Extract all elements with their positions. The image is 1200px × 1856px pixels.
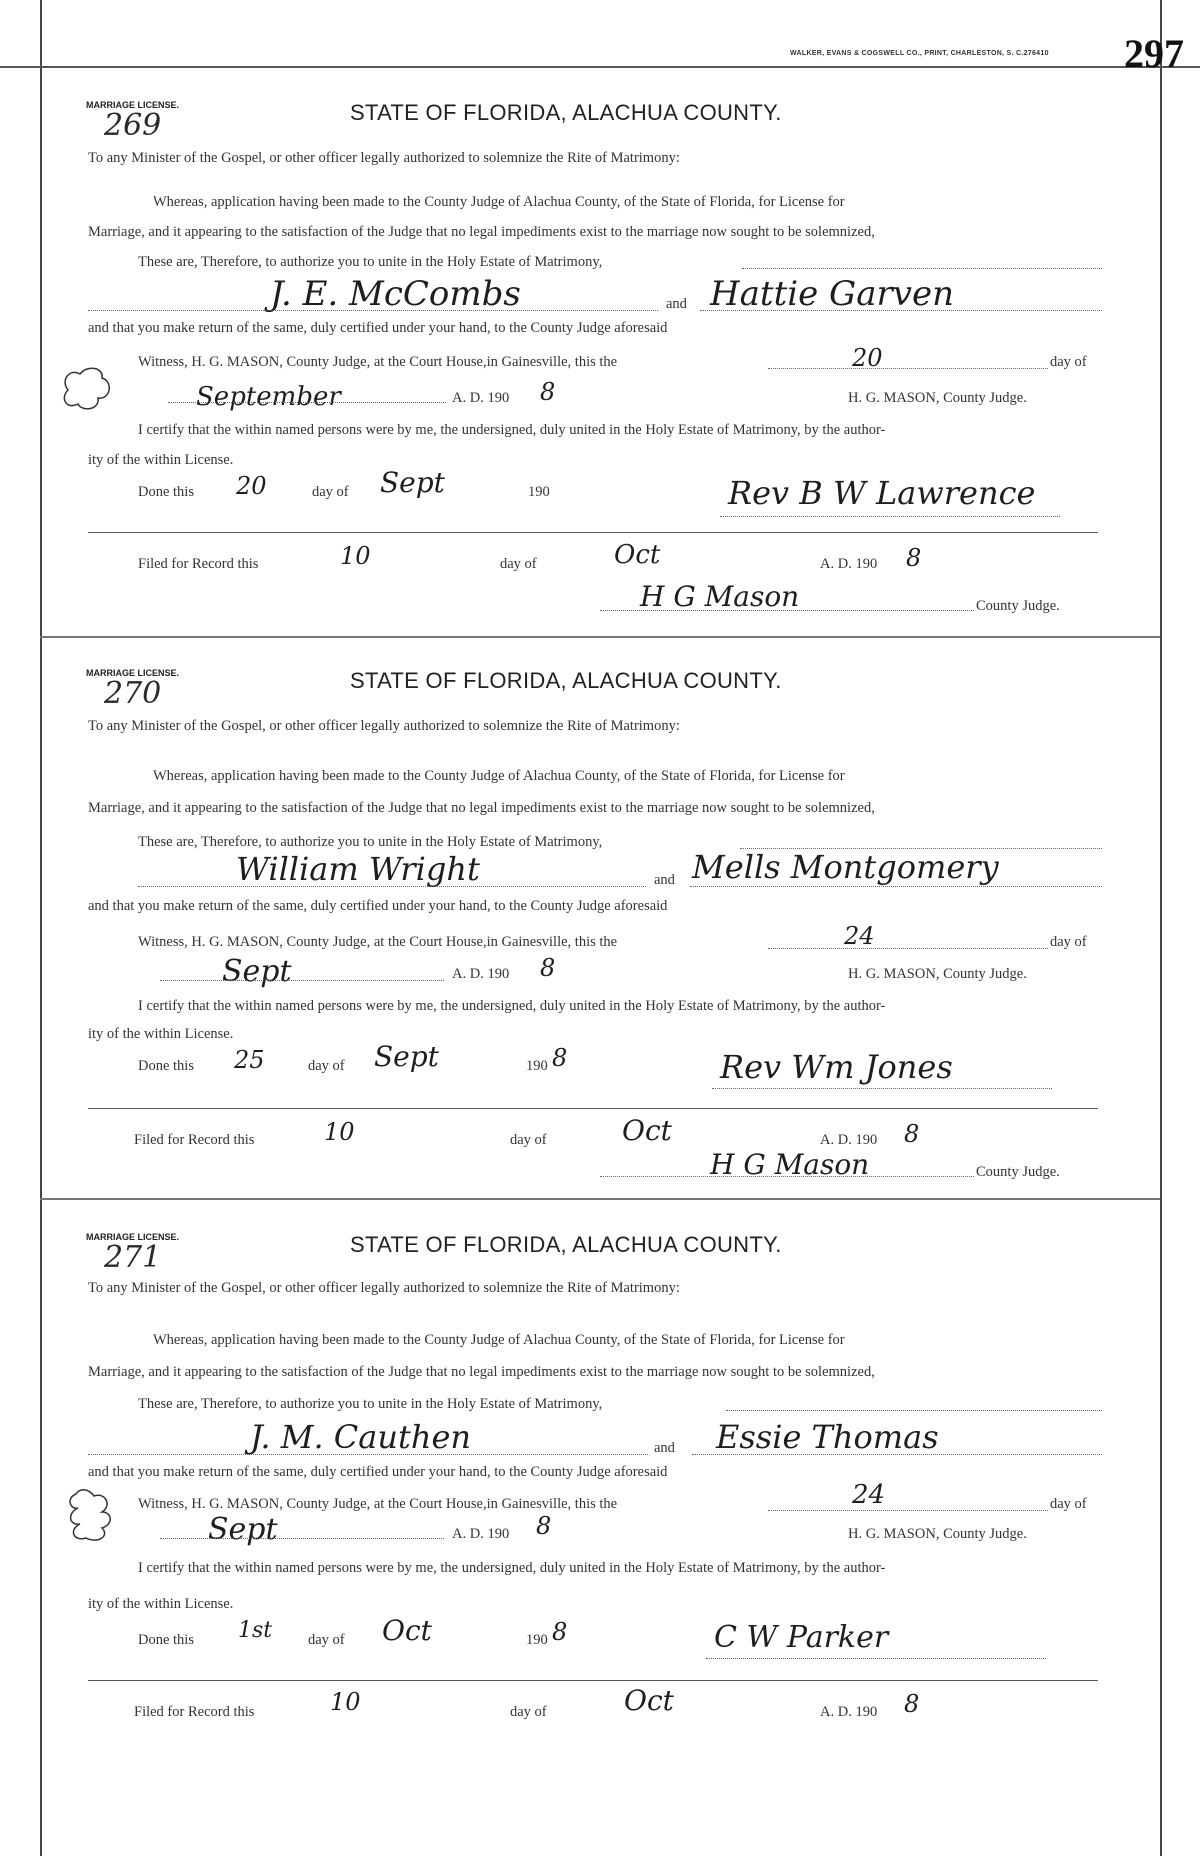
witness-month: Sept — [222, 954, 292, 989]
done-day-of: day of — [308, 1632, 345, 1648]
license-separator — [40, 636, 1160, 638]
done-month: Sept — [374, 1040, 439, 1073]
witness-day-of: day of — [1050, 354, 1087, 370]
these-are-line: These are, Therefore, to authorize you to unite in the Holy Estate of Matrimony, — [138, 1396, 603, 1412]
filed-label: Filed for Record this — [134, 1132, 255, 1148]
county-judge-rule — [600, 610, 974, 611]
license-separator — [40, 1198, 1160, 1200]
groom-rule — [138, 886, 646, 887]
witness-day: 24 — [844, 922, 875, 950]
blank-rule — [742, 268, 1102, 269]
groom-name: William Wright — [236, 850, 480, 888]
witness-day: 24 — [852, 1480, 886, 1510]
whereas-line-2: Marriage, and it appearing to the satisfaction of the Judge that no legal impediments exist to the marriage now sought to be solemnized, — [88, 1364, 875, 1380]
groom-rule — [88, 1454, 648, 1455]
done-day: 1st — [238, 1618, 273, 1643]
whereas-line-1: Whereas, application having been made to the County Judge of Alachua County, of the State of Florida, for License for — [153, 194, 845, 210]
officiant-rule — [712, 1088, 1052, 1089]
witness-day-rule — [768, 948, 1048, 949]
witness-line: Witness, H. G. MASON, County Judge, at the Court House,in Gainesville, this the — [138, 1496, 618, 1512]
printer-imprint: WALKER, EVANS & COGSWELL CO., PRINT, CHARLESTON, S. C.276410 — [790, 50, 1049, 57]
certify-line-2: ity of the within License. — [88, 452, 234, 468]
filed-year: 8 — [904, 1120, 920, 1148]
judge-printed-name: H. G. MASON, County Judge. — [848, 390, 1027, 406]
whereas-line-2: Marriage, and it appearing to the satisfaction of the Judge that no legal impediments exist to the marriage now sought to be solemnized, — [88, 800, 875, 816]
bride-name: Essie Thomas — [716, 1418, 939, 1456]
ad-label: A. D. 190 — [452, 966, 510, 982]
done-year-prefix: 190 — [528, 484, 550, 500]
return-line: and that you make return of the same, duly certified under your hand, to the County Judge aforesaid — [88, 1464, 668, 1480]
and-label: and — [654, 872, 675, 888]
license-label: MARRIAGE LICENSE. — [86, 1232, 180, 1242]
done-this-label: Done this — [138, 484, 194, 500]
witness-month-rule — [160, 1538, 444, 1539]
address-line: To any Minister of the Gospel, or other officer legally authorized to solemnize the Rite of Matrimony: — [88, 718, 680, 734]
license-heading: STATE OF FLORIDA, ALACHUA COUNTY. — [350, 668, 782, 693]
groom-rule — [88, 310, 658, 311]
done-month: Sept — [380, 466, 445, 499]
judge-printed-name: H. G. MASON, County Judge. — [848, 1526, 1027, 1542]
witness-day-rule — [768, 368, 1048, 369]
license-heading: STATE OF FLORIDA, ALACHUA COUNTY. — [350, 1232, 782, 1257]
officiant-rule — [706, 1658, 1046, 1659]
filed-ad-label: A. D. 190 — [820, 1704, 878, 1720]
license-number: 271 — [104, 1240, 162, 1275]
certify-line-1: I certify that the within named persons were by me, the undersigned, duly united in the Holy Estate of Matrimony, by the author- — [138, 1560, 886, 1576]
witness-day: 20 — [852, 344, 883, 372]
done-day: 25 — [234, 1046, 265, 1074]
county-judge-label: County Judge. — [976, 1164, 1060, 1180]
whereas-line-1: Whereas, application having been made to the County Judge of Alachua County, of the State of Florida, for License for — [153, 1332, 845, 1348]
certify-line-1: I certify that the within named persons were by me, the undersigned, duly united in the Holy Estate of Matrimony, by the author- — [138, 422, 886, 438]
right-margin-rule — [1160, 0, 1162, 1856]
done-day-of: day of — [308, 1058, 345, 1074]
witness-year: 8 — [540, 378, 556, 406]
done-month: Oct — [382, 1614, 432, 1647]
filed-day: 10 — [330, 1688, 361, 1716]
filed-separator — [88, 1108, 1098, 1109]
groom-name: J. E. McCombs — [270, 274, 521, 314]
done-day-of: day of — [312, 484, 349, 500]
filed-separator — [88, 1680, 1098, 1681]
filed-day-of: day of — [510, 1132, 547, 1148]
witness-line: Witness, H. G. MASON, County Judge, at the Court House,in Gainesville, this the — [138, 934, 618, 950]
filed-year: 8 — [906, 544, 922, 572]
bride-name: Mells Montgomery — [692, 848, 999, 886]
witness-day-of: day of — [1050, 1496, 1087, 1512]
officiant-rule — [720, 516, 1060, 517]
filed-ad-label: A. D. 190 — [820, 1132, 878, 1148]
witness-line: Witness, H. G. MASON, County Judge, at the Court House,in Gainesville, this the — [138, 354, 618, 370]
license-label: MARRIAGE LICENSE. — [86, 668, 180, 678]
done-year-prefix: 190 — [526, 1632, 548, 1648]
license-label: MARRIAGE LICENSE. — [86, 100, 180, 110]
address-line: To any Minister of the Gospel, or other officer legally authorized to solemnize the Rite of Matrimony: — [88, 150, 680, 166]
filed-month: Oct — [614, 540, 661, 570]
address-line: To any Minister of the Gospel, or other officer legally authorized to solemnize the Rite of Matrimony: — [88, 1280, 680, 1296]
officiant-signature: Rev B W Lawrence — [728, 474, 1036, 512]
certify-line-2: ity of the within License. — [88, 1026, 234, 1042]
done-year: 8 — [552, 1618, 568, 1646]
filed-day: 10 — [340, 542, 371, 570]
filed-month: Oct — [624, 1684, 674, 1717]
officiant-signature: Rev Wm Jones — [720, 1048, 953, 1086]
done-year-prefix: 190 — [526, 1058, 548, 1074]
bride-rule — [700, 310, 1102, 311]
bride-rule — [692, 1454, 1102, 1455]
witness-year: 8 — [540, 954, 556, 982]
filed-day-of: day of — [510, 1704, 547, 1720]
filed-ad-label: A. D. 190 — [820, 556, 878, 572]
page-number: 297 — [1124, 31, 1184, 76]
seal-scroll-icon — [58, 360, 116, 418]
filed-label: Filed for Record this — [138, 556, 259, 572]
return-line: and that you make return of the same, duly certified under your hand, to the County Judge aforesaid — [88, 320, 668, 336]
top-rule — [0, 66, 1200, 68]
county-judge-signature: H G Mason — [640, 580, 800, 613]
ad-label: A. D. 190 — [452, 1526, 510, 1542]
and-label: and — [666, 296, 687, 312]
officiant-signature: C W Parker — [714, 1620, 889, 1655]
county-judge-signature: H G Mason — [710, 1148, 870, 1181]
seal-scroll-icon — [62, 1484, 120, 1548]
ad-label: A. D. 190 — [452, 390, 510, 406]
certify-line-1: I certify that the within named persons were by me, the undersigned, duly united in the Holy Estate of Matrimony, by the author- — [138, 998, 886, 1014]
witness-month-rule — [168, 402, 446, 403]
bride-rule — [690, 886, 1102, 887]
done-this-label: Done this — [138, 1632, 194, 1648]
done-year: 8 — [552, 1044, 568, 1072]
whereas-line-2: Marriage, and it appearing to the satisfaction of the Judge that no legal impediments exist to the marriage now sought to be solemnized, — [88, 224, 875, 240]
witness-month: September — [196, 382, 341, 412]
filed-separator — [88, 532, 1098, 533]
these-are-line: These are, Therefore, to authorize you to unite in the Holy Estate of Matrimony, — [138, 254, 603, 270]
witness-day-rule — [768, 1510, 1048, 1511]
witness-month-rule — [160, 980, 444, 981]
license-heading: STATE OF FLORIDA, ALACHUA COUNTY. — [350, 100, 782, 125]
witness-day-of: day of — [1050, 934, 1087, 950]
license-number: 269 — [104, 108, 162, 143]
filed-year: 8 — [904, 1690, 920, 1718]
done-day: 20 — [236, 472, 267, 500]
certify-line-2: ity of the within License. — [88, 1596, 234, 1612]
blank-rule — [726, 1410, 1102, 1411]
filed-month: Oct — [622, 1114, 672, 1147]
left-margin-rule — [40, 0, 42, 1856]
groom-name: J. M. Cauthen — [250, 1418, 471, 1456]
filed-label: Filed for Record this — [134, 1704, 255, 1720]
done-this-label: Done this — [138, 1058, 194, 1074]
county-judge-rule — [600, 1176, 974, 1177]
filed-day-of: day of — [500, 556, 537, 572]
these-are-line: These are, Therefore, to authorize you to unite in the Holy Estate of Matrimony, — [138, 834, 603, 850]
bride-name: Hattie Garven — [710, 274, 954, 314]
witness-month: Sept — [208, 1512, 278, 1547]
whereas-line-1: Whereas, application having been made to the County Judge of Alachua County, of the State of Florida, for License for — [153, 768, 845, 784]
witness-year: 8 — [536, 1512, 552, 1540]
license-number: 270 — [104, 676, 162, 711]
and-label: and — [654, 1440, 675, 1456]
county-judge-label: County Judge. — [976, 598, 1060, 614]
return-line: and that you make return of the same, duly certified under your hand, to the County Judge aforesaid — [88, 898, 668, 914]
filed-day: 10 — [324, 1118, 355, 1146]
judge-printed-name: H. G. MASON, County Judge. — [848, 966, 1027, 982]
